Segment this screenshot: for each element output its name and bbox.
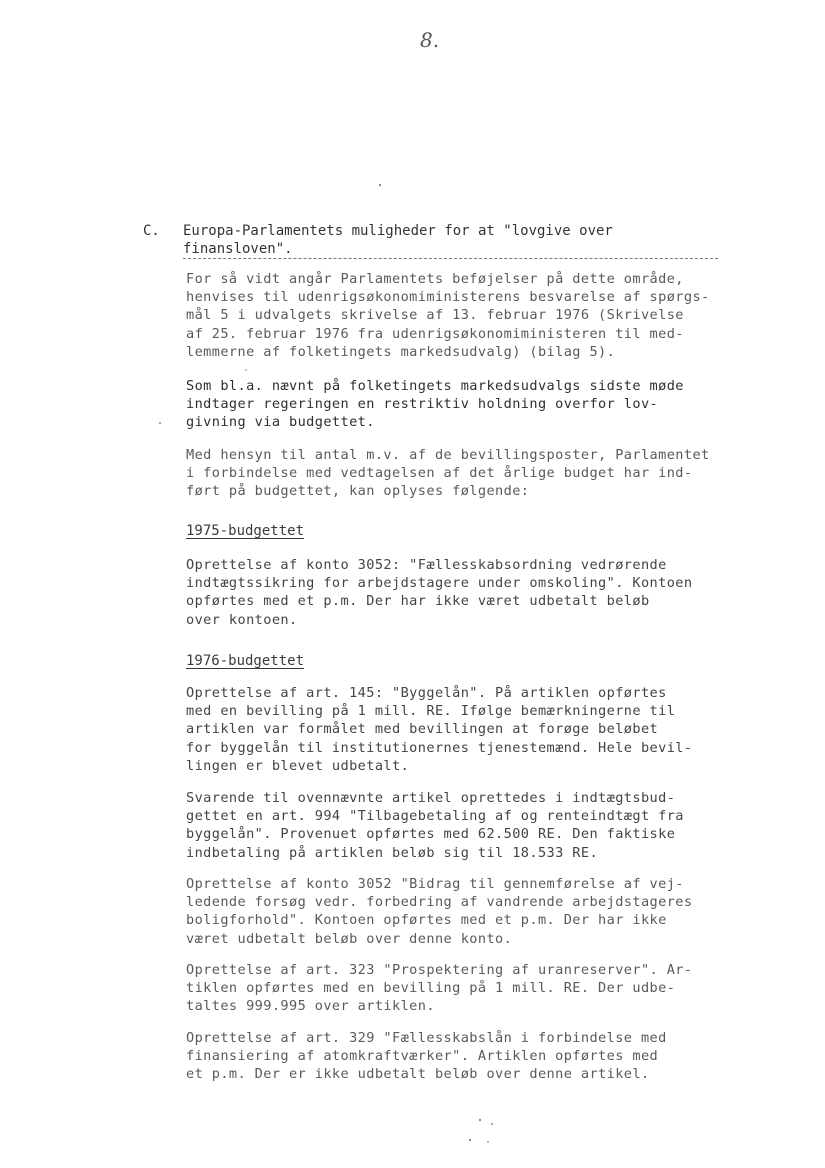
section-title	[183, 222, 743, 258]
section-title-line: finansloven".	[183, 241, 293, 257]
paragraph-parliament-powers	[186, 270, 806, 361]
page-number: 8.	[420, 28, 440, 52]
text-line: boligforhold". Kontoen opførtes med et p.m. Der har ikke	[186, 912, 667, 929]
subheading-1976-budget: 1976-budgettet	[186, 653, 305, 669]
text-line: Oprettelse af art. 323 "Prospektering af uranreserver". Ar-	[186, 962, 693, 978]
paragraph-appropriation-items	[186, 446, 806, 501]
text-line: Som bl.a. nævnt på folketingets markedsudvalgs sidste møde	[186, 378, 684, 394]
text-line: mål 5 i udvalgets skrivelse af 13. februar 1976 (Skrivelse	[186, 307, 684, 324]
text-line: for byggelån til institutionernes tjenestemænd. Hele bevil-	[186, 739, 693, 756]
text-line: ført på budgettet, kan oplyses følgende:	[186, 483, 530, 500]
text-line: Oprettelse af art. 145: "Byggelån". På artiklen opførtes	[186, 685, 667, 701]
text-line: tiklen opførtes med en bevilling på 1 mill. RE. Der udbe-	[186, 980, 676, 997]
text-line: Oprettelse af konto 3052: "Fællesskabsordning vedrørende	[186, 557, 667, 573]
text-line: af 25. februar 1976 fra udenrigsøkonomiministeren til med-	[186, 325, 684, 342]
paragraph-art-145	[186, 684, 806, 775]
text-line: Oprettelse af konto 3052 "Bidrag til gennemførelse af vej-	[186, 876, 684, 892]
text-line: indtægtssikring for arbejdstagere under omskoling". Kontoen	[186, 575, 693, 592]
paragraph-account-3052-1975	[186, 556, 806, 629]
text-line: givning via budgettet.	[186, 414, 375, 431]
text-line: Med hensyn til antal m.v. af de bevillingsposter, Parlamentet	[186, 447, 710, 463]
text-line: indtager regeringen en restriktiv holdning overfor lov-	[186, 396, 659, 413]
text-line: gettet en art. 994 "Tilbagebetaling af og renteindtægt fra	[186, 808, 684, 825]
section-letter: C.	[143, 223, 160, 239]
text-line: med en bevilling på 1 mill. RE. Ifølge bemærkningerne til	[186, 703, 676, 720]
text-line: over kontoen.	[186, 611, 298, 628]
paragraph-art-994	[186, 789, 806, 862]
text-line: lemmerne af folketingets markedsudvalg) (bilag 5).	[186, 343, 616, 360]
text-line: indbetaling på artiklen beløb sig til 18.533 RE.	[186, 844, 599, 861]
paragraph-art-329	[186, 1029, 806, 1084]
paragraph-account-3052-1976	[186, 875, 806, 948]
text-line: finansiering af atomkraftværker". Artiklen opførtes med	[186, 1048, 659, 1065]
text-line: et p.m. Der er ikke udbetalt beløb over denne artikel.	[186, 1066, 650, 1083]
text-line: opførtes med et p.m. Der har ikke været udbetalt beløb	[186, 593, 650, 610]
text-line: Oprettelse af art. 329 "Fællesskabslån i forbindelse med	[186, 1030, 667, 1046]
text-line: artiklen var formålet med bevillingen at forøge beløbet	[186, 721, 659, 738]
text-line: byggelån". Provenuet opførtes med 62.500 RE. Den faktiske	[186, 826, 676, 843]
text-line: Svarende til ovennævnte artikel oprettedes i indtægtsbud-	[186, 790, 676, 806]
text-line: lingen er blevet udbetalt.	[186, 757, 410, 774]
text-line: For så vidt angår Parlamentets beføjelser på dette område,	[186, 271, 684, 287]
heading-underline	[183, 258, 718, 259]
subheading-1975-budget: 1975-budgettet	[186, 523, 305, 539]
text-line: i forbindelse med vedtagelsen af det årlige budget har ind-	[186, 465, 693, 482]
text-line: været udbetalt beløb over denne konto.	[186, 930, 513, 947]
paragraph-restrictive-position	[186, 377, 806, 432]
text-line: ledende forsøg vedr. forbedring af vandrende arbejdstageres	[186, 894, 693, 911]
paragraph-art-323	[186, 961, 806, 1016]
text-line: taltes 999.995 over artiklen.	[186, 998, 435, 1015]
text-line: henvises til udenrigsøkonomiministerens besvarelse af spørgs-	[186, 289, 710, 306]
section-title-line: Europa-Parlamentets muligheder for at "lovgive over	[183, 223, 613, 239]
